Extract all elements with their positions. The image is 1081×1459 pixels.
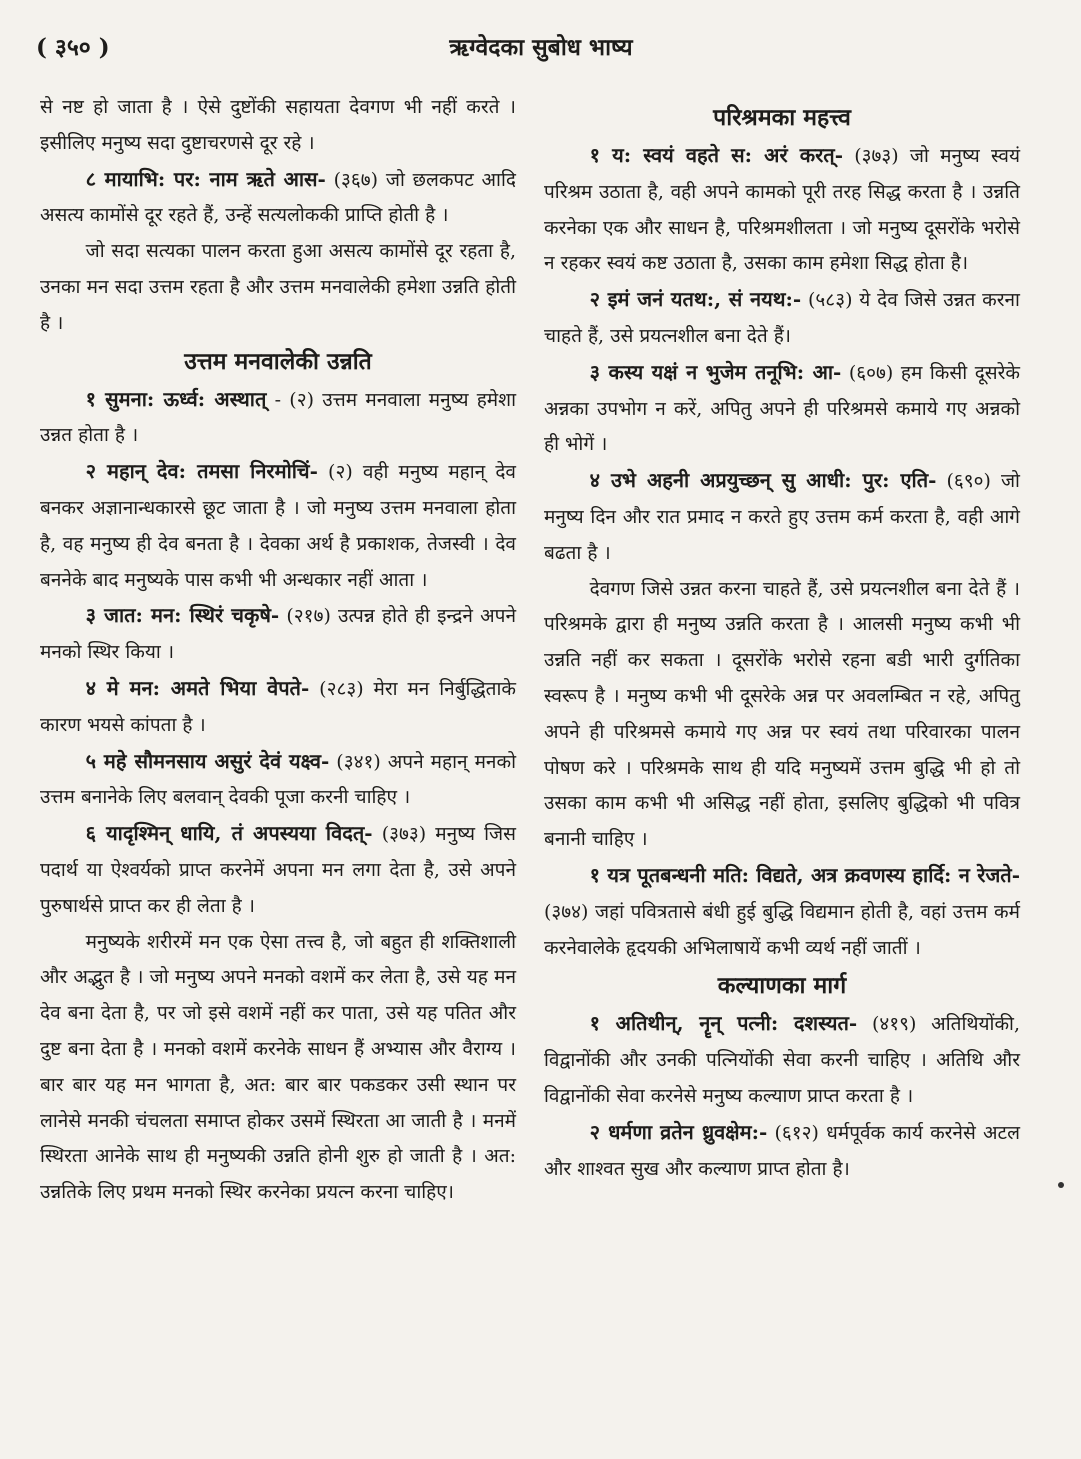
mantra: ४ मे मन: अमते भिया वेपते- <box>85 675 310 700</box>
mantra: ३ कस्य यक्षं न भुजेम तनूभि: आ- <box>589 359 842 384</box>
entry-6 <box>544 1006 1020 1114</box>
entry-5 <box>544 858 1020 966</box>
section-heading: कल्याणका मार्ग <box>717 972 847 1000</box>
page-number: ( ३५० ) <box>36 34 110 61</box>
mantra: २ इमं जनं यतथ:, सं नयथ:- <box>589 287 802 312</box>
entry-2 <box>544 282 1020 355</box>
entry-3 <box>40 598 516 671</box>
mantra: १ य: स्वयं वहते स: अरं करत्- <box>589 143 844 167</box>
entry-2 <box>40 454 516 598</box>
mantra: ८ मायाभि: पर: नाम ऋते आस- <box>85 166 326 191</box>
mantra: १ अतिथीन्, नॄन् पत्नी: दशस्यत- <box>589 1011 858 1036</box>
entry-6 <box>40 816 516 924</box>
entry-text: (६९०) जो मनुष्य दिन और रात प्रमाद न करते हुए उत्तम कर्म करता है, वही आगे बढता है । <box>544 470 1020 564</box>
mantra: २ महान् देव: तमसा निरमोचिं- <box>85 459 318 484</box>
mantra: ४ उभे अहनी अप्रयुच्छन् सु आधी: पुर: एति- <box>589 468 937 493</box>
entry-1 <box>544 138 1020 282</box>
scan-speck <box>1058 1182 1064 1188</box>
paragraph: मनुष्यके शरीरमें मन एक ऐसा तत्त्व है, जो बहुत ही शक्तिशाली और अद्भुत है । जो मनुष्य अपने मनको वशमें कर लेता है, उसे यह मन देव बना देता है, पर जो इसे वशमें नहीं कर पाता, उसे यह पतित और दुष्ट बना देता है । मनको वशमें करनेके साधन हैं अभ्यास और वैराग्य । बार बार यह मन भागता है, अत: बार बार पकडकर उसी स्थान पर लानेसे मनकी चंचलता समाप्त होकर उसमें स्थिरता आ जाती है । मनमें स्थिरता आनेके साथ ही मनुष्यकी उन्नति होनी शुरु हो जाती है । अत: उन्नतिके लिए प्रथम मनको स्थिर करनेका प्रयत्न करना चाहिए। <box>40 930 516 1204</box>
entry-7 <box>544 1115 1020 1188</box>
page-header <box>36 26 1046 66</box>
mantra: १ सुमना: ऊर्ध्व: अस्थात् <box>85 386 267 411</box>
entry-text: (५८३) ये देव जिसे उन्नत करना चाहते हैं, उसे प्रयत्नशील बना देते हैं। <box>544 289 1020 347</box>
entry-4 <box>40 671 516 744</box>
entry-text: (३७४) जहां पवित्रतासे बंधी हुई बुद्धि विद्यमान होती है, वहां उत्तम कर्म करनेवालेके हृदयकी अभिलाषायें कभी व्यर्थ नहीं जातीं । <box>544 900 1020 959</box>
entry-text: (२८३) मेरा मन निर्बुद्धिताके कारण भयसे कांपता है । <box>40 677 516 736</box>
entry-text: (४१९) अतिथियोंकी, विद्वानोंकी और उनकी पत्नियोंकी सेवा करनी चाहिए । अतिथि और विद्वानोंकी सेवा करनेसे मनुष्य कल्याण प्राप्त करता है । <box>544 1013 1020 1107</box>
entry-text: (३६७) जो छलकपट आदि असत्य कामोंसे दूर रहते हैं, उन्हें सत्यलोककी प्राप्ति होती है । <box>40 168 516 227</box>
book-title: ऋग्वेदका सुबोध भाष्य <box>449 34 633 61</box>
entry-text: (२) वही मनुष्य महान् देव बनकर अज्ञानान्धकारसे छूट जाता है । जो मनुष्य उत्तम मनवाला होता है, वह मनुष्य ही देव बनता है । देवका अर्थ है प्रकाशक, तेजस्वी । देव बननेके बाद मनुष्यके पास कभी भी अन्धकार नहीं आता । <box>40 461 516 591</box>
entry-text: (३४१) अपने महान् मनको उत्तम बनानेके लिए बलवान् देवकी पूजा करनी चाहिए । <box>40 750 516 809</box>
entry-1 <box>40 382 516 455</box>
section-heading: उत्तम मनवालेकी उन्नति <box>184 347 372 375</box>
left-column <box>40 90 516 1211</box>
entry-text: (६१२) धर्मपूर्वक कार्य करनेसे अटल और शाश्वत सुख और कल्याण प्राप्त होता है। <box>544 1121 1020 1180</box>
entry-text: (३७३) जो मनुष्य स्वयं परिश्रम उठाता है, वही अपने कामको पूरी तरह सिद्ध करता है । उन्नति करनेका एक और साधन है, परिश्रमशीलता । जो मनुष्य दूसरोंके भरोसे न रहकर स्वयं कष्ट उठाता है, उसका काम हमेशा सिद्ध होता है। <box>544 145 1020 275</box>
entry-text: - (२) उत्तम मनवाला मनुष्य हमेशा उन्नत होता है । <box>40 388 517 447</box>
section-heading: परिश्रमका महत्त्व <box>713 104 851 131</box>
mantra: ६ यादृश्मिन् धायि, तं अपस्यया विदत्- <box>85 821 373 846</box>
paragraph: से नष्ट हो जाता है । ऐसे दुष्टोंकी सहायता देवगण भी नहीं करते । इसीलिए मनुष्य सदा दुष्टाचरणसे दूर रहे । <box>40 96 516 154</box>
mantra: २ धर्मणा व्रतेन ध्रुवक्षेम:- <box>589 1119 768 1144</box>
entry-text: (३७३) मनुष्य जिस पदार्थ या ऐश्वर्यको प्राप्त करनेमें अपना मन लगा देता है, उसे अपने पुरुषार्थसे प्राप्त कर ही लेता है । <box>40 823 516 917</box>
paragraph: देवगण जिसे उन्नत करना चाहते हैं, उसे प्रयत्नशील बना देते हैं । परिश्रमके द्वारा ही मनुष्य उन्नति करता है । आलसी मनुष्य कभी भी उन्नति नहीं कर सकता । दूसरोंके भरोसे रहना बडी भारी दुर्गतिका स्वरूप है । मनुष्य कभी भी दूसरेके अन्न पर अवलम्बित न रहे, अपितु अपने ही परिश्रमसे कमाये गए अन्न पर स्वयं तथा परिवारका पालन पोषण करे । परिश्रमके साथ ही यदि मनुष्यमें उत्तम बुद्धि भी हो तो उसका काम कभी भी असिद्ध नहीं होता, इसलिए बुद्धिको भी पवित्र बनानी चाहिए । <box>544 577 1020 851</box>
mantra: ३ जात: मन: स्थिरं चकृषे- <box>85 603 280 628</box>
mantra: ५ महे सौमनसाय असुरं देवं यक्ष्व- <box>85 748 330 773</box>
right-column <box>544 98 1020 1187</box>
entry-8 <box>40 162 516 235</box>
entry-text: (२१७) उत्पन्न होते ही इन्द्रने अपने मनको स्थिर किया । <box>40 605 516 664</box>
entry-3 <box>544 355 1020 463</box>
entry-4 <box>544 463 1020 571</box>
mantra: १ यत्र पूतबन्धनी मति: विद्यते, अत्र क्रवणस्य हार्दि: न रेजते- <box>589 862 1020 887</box>
paragraph: जो सदा सत्यका पालन करता हुआ असत्य कामोंसे दूर रहता है, उनका मन सदा उत्तम रहता है और उत्तम मनवालेकी हमेशा उन्नति होती है । <box>40 240 516 334</box>
entry-5 <box>40 744 516 817</box>
entry-text: (६०७) हम किसी दूसरेके अन्नका उपभोग न करें, अपितु अपने ही परिश्रमसे कमाये गए अन्नको ही भोगें । <box>544 361 1020 456</box>
